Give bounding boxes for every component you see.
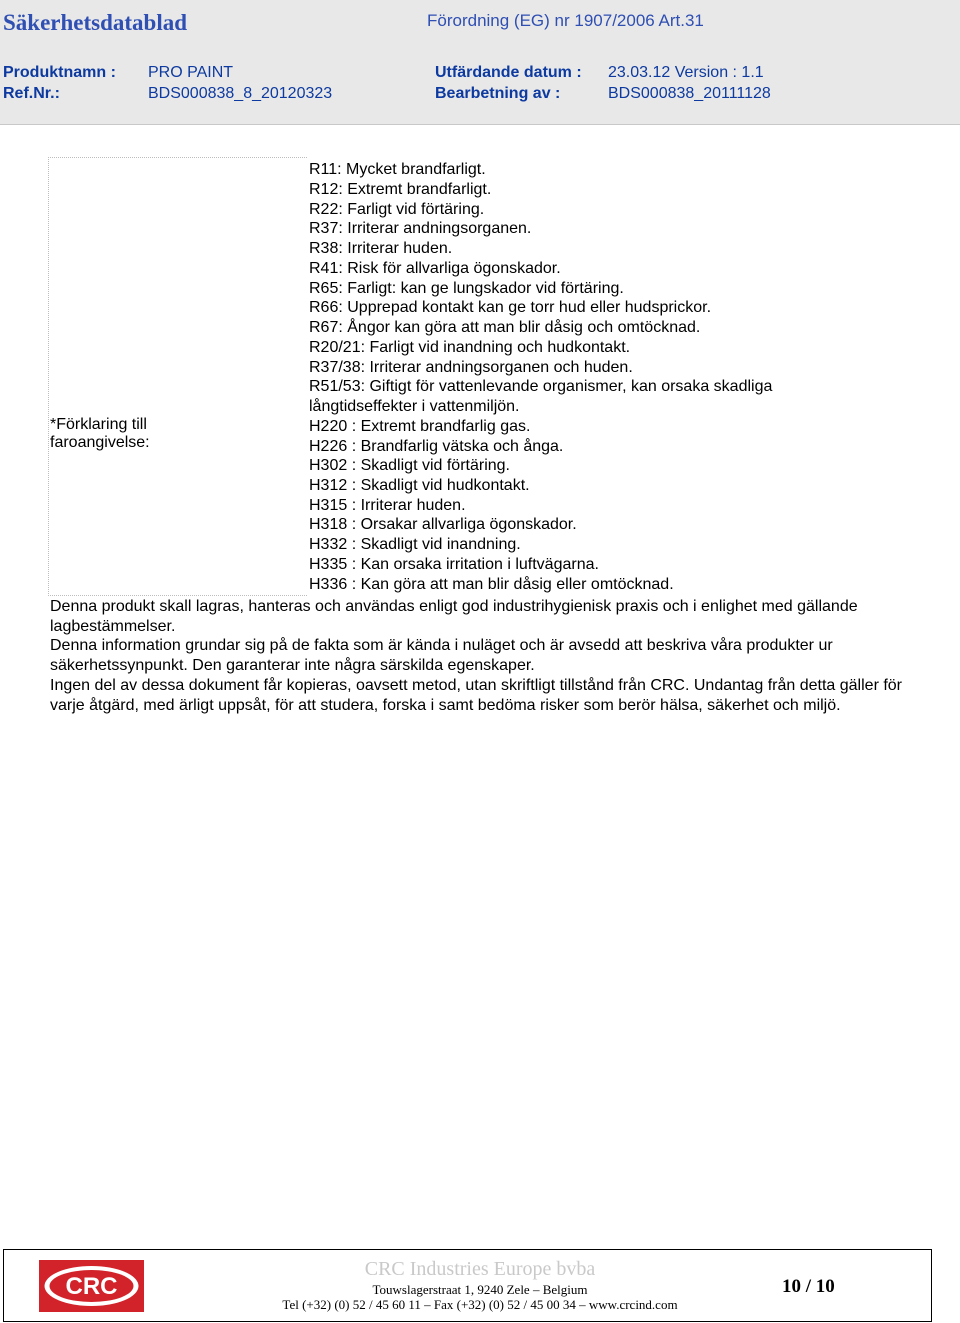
label-column-frame (48, 157, 307, 596)
r-phrase: R51/53: Giftigt för vattenlevande organismer, kan orsaka skadliga (309, 378, 773, 395)
r-phrase: långtidseffekter i vattenmiljön. (309, 398, 520, 415)
page-number: 10 / 10 (782, 1276, 835, 1297)
edited-by-value: BDS000838_20111128 (608, 85, 771, 102)
h-phrase: H312 : Skadligt vid hudkontakt. (309, 477, 530, 494)
storage-paragraph: Denna produkt skall lagras, hanteras och användas enligt god industrihygienisk praxis och i enlighet med gällande lagbestämmelser. (50, 598, 858, 635)
information-paragraph: Denna information grundar sig på de fakta som är kända i nuläget och är avsedd att beskriva våra produkter ur säkerhetssynpunkt. Den garanterar inte några särskilda egenskaper. (50, 637, 833, 674)
ref-nr-label: Ref.Nr.: (3, 85, 60, 102)
footer-contact: Tel (+32) (0) 52 / 45 60 11 – Fax (+32) (0) 52 / 45 00 34 – www.crcind.com (282, 1297, 678, 1312)
hazard-statement-label: *Förklaring till faroangivelse: (50, 416, 150, 451)
r-phrase: R22: Farligt vid förtäring. (309, 201, 485, 218)
r-phrase: R37: Irriterar andningsorganen. (309, 220, 532, 237)
h-phrase: H318 : Orsakar allvarliga ögonskador. (309, 516, 577, 533)
r-phrase: R65: Farligt: kan ge lungskador vid förtäring. (309, 280, 624, 297)
h-phrase: H220 : Extremt brandfarlig gas. (309, 418, 531, 435)
r-phrase: R37/38: Irriterar andningsorganen och huden. (309, 359, 633, 376)
h-phrase: H332 : Skadligt vid inandning. (309, 536, 521, 553)
r-phrase: R67: Ångor kan göra att man blir dåsig och omtöcknad. (309, 319, 701, 336)
issue-date-value: 23.03.12 Version : 1.1 (608, 64, 764, 81)
ref-nr-value: BDS000838_8_20120323 (148, 85, 333, 102)
issue-date-label: Utfärdande datum : (435, 64, 582, 81)
r-phrase: R66: Upprepad kontakt kan ge torr hud eller hudsprickor. (309, 299, 712, 316)
r-phrase: R11: Mycket brandfarligt. (309, 161, 486, 178)
logo-text: CRC (65, 1273, 118, 1300)
regulation-reference: Förordning (EG) nr 1907/2006 Art.31 (427, 11, 704, 30)
document-header (0, 0, 960, 125)
footer-company-name: CRC Industries Europe bvba (364, 1258, 596, 1280)
r-phrase: R41: Risk för allvarliga ögonskador. (309, 260, 561, 277)
r-phrase: R38: Irriterar huden. (309, 240, 453, 257)
h-phrase: H335 : Kan orsaka irritation i luftvägarna. (309, 556, 599, 573)
edited-by-label: Bearbetning av : (435, 85, 561, 102)
product-name-value: PRO PAINT (148, 64, 234, 81)
h-phrase: H302 : Skadligt vid förtäring. (309, 457, 510, 474)
footer-address: Touwslagerstraat 1, 9240 Zele – Belgium (372, 1282, 588, 1297)
h-phrase: H336 : Kan göra att man blir dåsig eller omtöcknad. (309, 576, 674, 593)
copyright-paragraph: Ingen del av dessa dokument får kopieras, oavsett metod, utan skriftligt tillstånd från CRC. Undantag från detta gäller för varje åtgärd, med ärligt uppsåt, för att studera, forska i samt bedöma risker som berör hälsa, säkerhet och miljö. (50, 677, 903, 714)
h-phrase: H226 : Brandfarlig vätska och ånga. (309, 438, 564, 455)
h-phrase: H315 : Irriterar huden. (309, 497, 466, 514)
r-phrase: R12: Extremt brandfarligt. (309, 181, 492, 198)
document-title: Säkerhetsdatablad (3, 10, 188, 35)
r-phrase: R20/21: Farligt vid inandning och hudkontakt. (309, 339, 631, 356)
product-name-label: Produktnamn : (3, 64, 116, 81)
